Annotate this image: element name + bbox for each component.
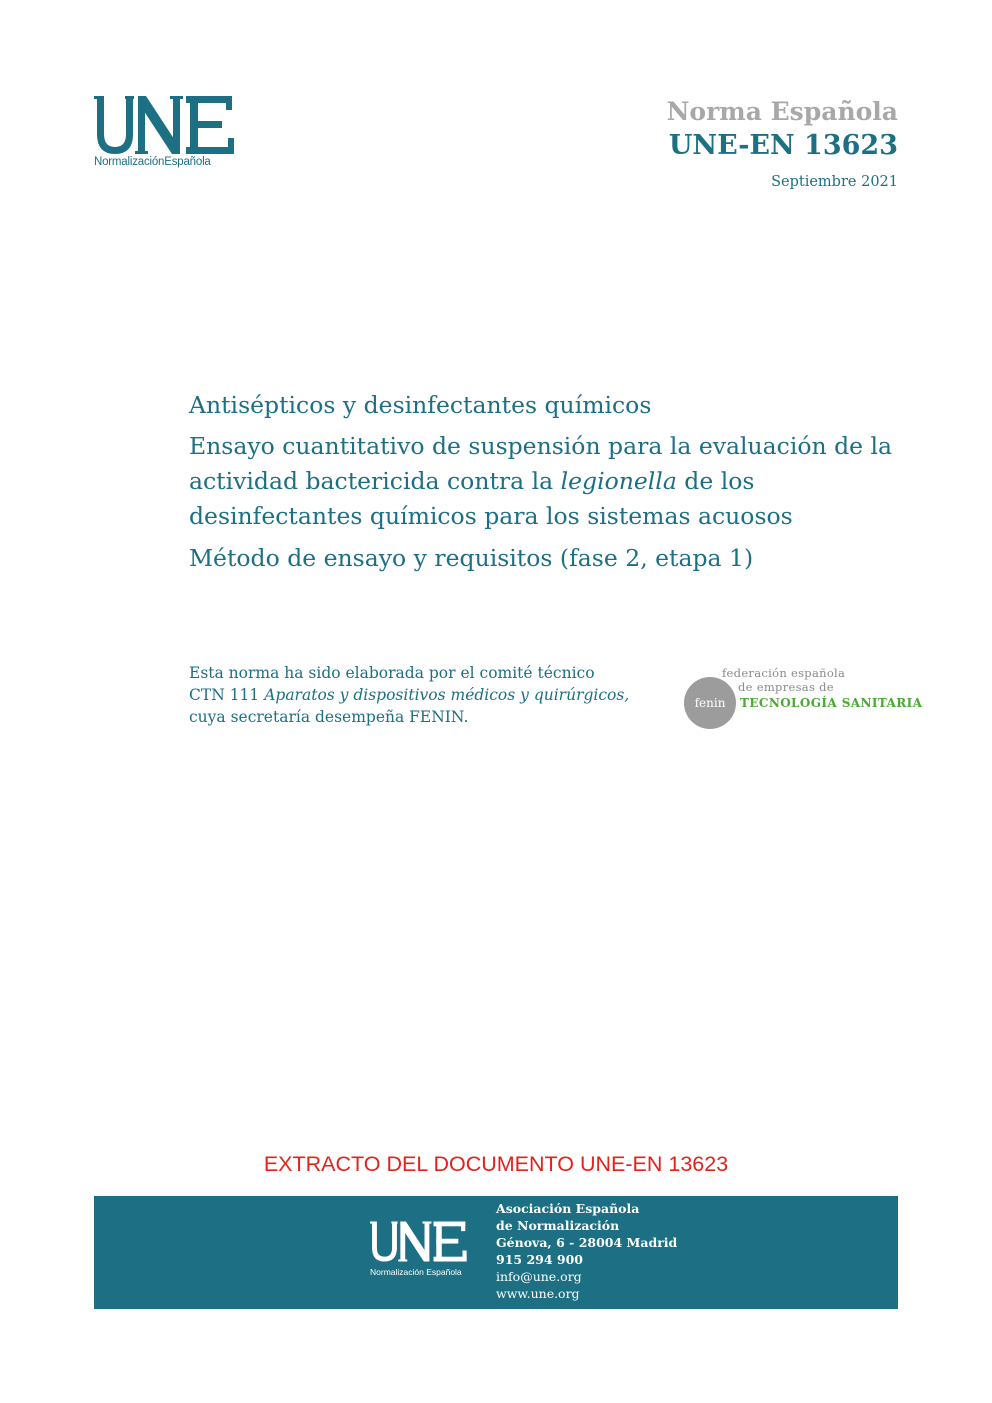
fenin-logo bbox=[684, 664, 923, 734]
footer-contact bbox=[496, 1200, 677, 1302]
une-logo-subtitle: NormalizaciónEspañola bbox=[94, 156, 211, 168]
fenin-logo-line-3: TECNOLOGÍA SANITARIA bbox=[740, 696, 923, 710]
org-name-line-1: Asociación Española bbox=[496, 1201, 640, 1216]
publication-date: Septiembre 2021 bbox=[771, 174, 898, 190]
norma-label: Norma Española bbox=[666, 97, 898, 126]
fenin-logo-line-2: de empresas de bbox=[738, 680, 834, 694]
org-address: Génova, 6 - 28004 Madrid bbox=[496, 1235, 678, 1250]
fenin-logo-circle: fenin bbox=[684, 677, 736, 729]
committee-line-1: Esta norma ha sido elaborada por el comité técnico bbox=[189, 664, 595, 682]
une-logo-mark bbox=[94, 94, 236, 156]
footer-une-logo-mark bbox=[370, 1220, 468, 1263]
footer-une-logo bbox=[370, 1220, 470, 1277]
fenin-logo-line-1: federación española bbox=[722, 666, 846, 680]
main-title: Antisépticos y desinfectantes químicos bbox=[189, 391, 652, 419]
norma-header bbox=[667, 96, 898, 190]
une-logo bbox=[94, 94, 244, 168]
org-email[interactable]: info@une.org bbox=[496, 1269, 582, 1284]
subtitle-1: Ensayo cuantitativo de suspensión para la evaluación de la actividad bactericida contra la legionella de los desinfectantes químicos para los sistemas acuosos bbox=[189, 432, 893, 530]
footer-logo-subtitle: Normalización Española bbox=[370, 1267, 462, 1277]
norma-code: UNE-EN 13623 bbox=[668, 130, 898, 161]
org-name-line-2: de Normalización bbox=[496, 1218, 620, 1233]
committee-line-2: CTN 111 Aparatos y dispositivos médicos y quirúrgicos, bbox=[189, 686, 630, 704]
footer-band bbox=[94, 1196, 898, 1309]
document-titles bbox=[189, 388, 909, 583]
extract-notice: EXTRACTO DEL DOCUMENTO UNE-EN 13623 bbox=[263, 1152, 729, 1176]
org-website[interactable]: www.une.org bbox=[496, 1286, 580, 1301]
subtitle-2: Método de ensayo y requisitos (fase 2, etapa 1) bbox=[189, 544, 754, 572]
committee-statement bbox=[189, 662, 669, 728]
committee-line-3: cuya secretaría desempeña FENIN. bbox=[189, 708, 469, 726]
org-phone: 915 294 900 bbox=[496, 1252, 583, 1267]
